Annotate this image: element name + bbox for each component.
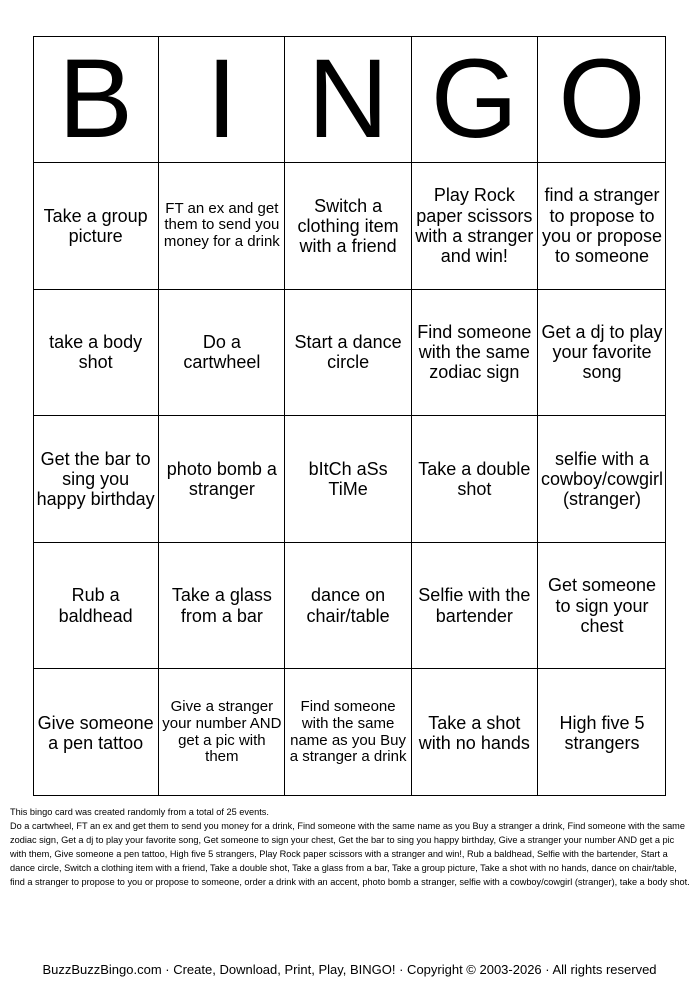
bingo-cell: Take a shot with no hands xyxy=(412,669,538,796)
bingo-cell: Start a dance circle xyxy=(285,290,411,417)
bingo-cell: Do a cartwheel xyxy=(159,290,285,417)
event-list-note xyxy=(10,805,690,889)
bingo-cell: selfie with a cowboy/cowgirl (stranger) xyxy=(538,416,666,543)
header-letter-i: I xyxy=(159,36,285,163)
bingo-cell: find a stranger to propose to you or propose to someone xyxy=(538,163,666,290)
bingo-cell: Switch a clothing item with a friend xyxy=(285,163,411,290)
bingo-cell: High five 5 strangers xyxy=(559,712,645,753)
bingo-cell: Give a stranger your number AND get a pic with them xyxy=(159,669,285,796)
bingo-cell: Take a group picture xyxy=(33,163,159,290)
note-intro: This bingo card was created randomly from a total of 25 events. xyxy=(10,807,269,817)
bingo-cell: Take a glass from a bar xyxy=(159,543,285,670)
header-letter-g: G xyxy=(412,36,538,163)
bingo-cell: Rub a baldhead xyxy=(33,543,159,670)
header-letter-b: B xyxy=(33,36,159,163)
bingo-cell: Find someone with the same zodiac sign xyxy=(412,290,538,417)
bingo-cell: Find someone with the same name as you Buy a stranger a drink xyxy=(285,669,411,796)
note-events: Do a cartwheel, FT an ex and get them to send you money for a drink, Find someone with the same name as you Buy a stranger a drink, Find someone with the same zodiac sign, Get a dj to play your favorite song, Get someone to sign your chest, Get the bar to sing you happy birthday, Give a stranger your number AND get a pic with them, Give someone a pen tattoo, High five 5 strangers, Play Rock paper scissors with a stranger and win!, Rub a baldhead, Selfie with the bartender, Start a dance circle, Switch a clothing item with a friend, Take a double shot, Take a glass from a bar, Take a group picture, Take a shot with no hands, dance on chair/table, find a stranger to propose to you or propose to someone, order a drink with an accent, photo bomb a stranger, selfie with a cowboy/cowgirl (stranger), take a body shot. xyxy=(10,821,690,887)
header-letter-o: O xyxy=(538,36,666,163)
bingo-cell: Get the bar to sing you happy birthday xyxy=(33,416,159,543)
bingo-cell: photo bomb a stranger xyxy=(159,416,285,543)
bingo-cell: dance on chair/table xyxy=(285,543,411,670)
bingo-cell: take a body shot xyxy=(33,290,159,417)
bingo-cell: Give someone a pen tattoo xyxy=(33,669,159,796)
bingo-cell: bItCh aSs TiMe xyxy=(285,416,411,543)
footer-copyright: BuzzBuzzBingo.com · Create, Download, Print, Play, BINGO! · Copyright © 2003-2026 · All rights reserved xyxy=(42,962,657,977)
bingo-cell: FT an ex and get them to send you money for a drink xyxy=(159,163,285,290)
bingo-grid xyxy=(33,36,666,796)
bingo-cell: Get a dj to play your favorite song xyxy=(538,290,666,417)
bingo-cell: Play Rock paper scissors with a stranger and win! xyxy=(412,163,538,290)
bingo-cell: Get someone to sign your chest xyxy=(538,543,666,670)
header-letter-n: N xyxy=(285,36,411,163)
bingo-cell: Selfie with the bartender xyxy=(412,543,538,670)
bingo-cell: Take a double shot xyxy=(412,416,538,543)
